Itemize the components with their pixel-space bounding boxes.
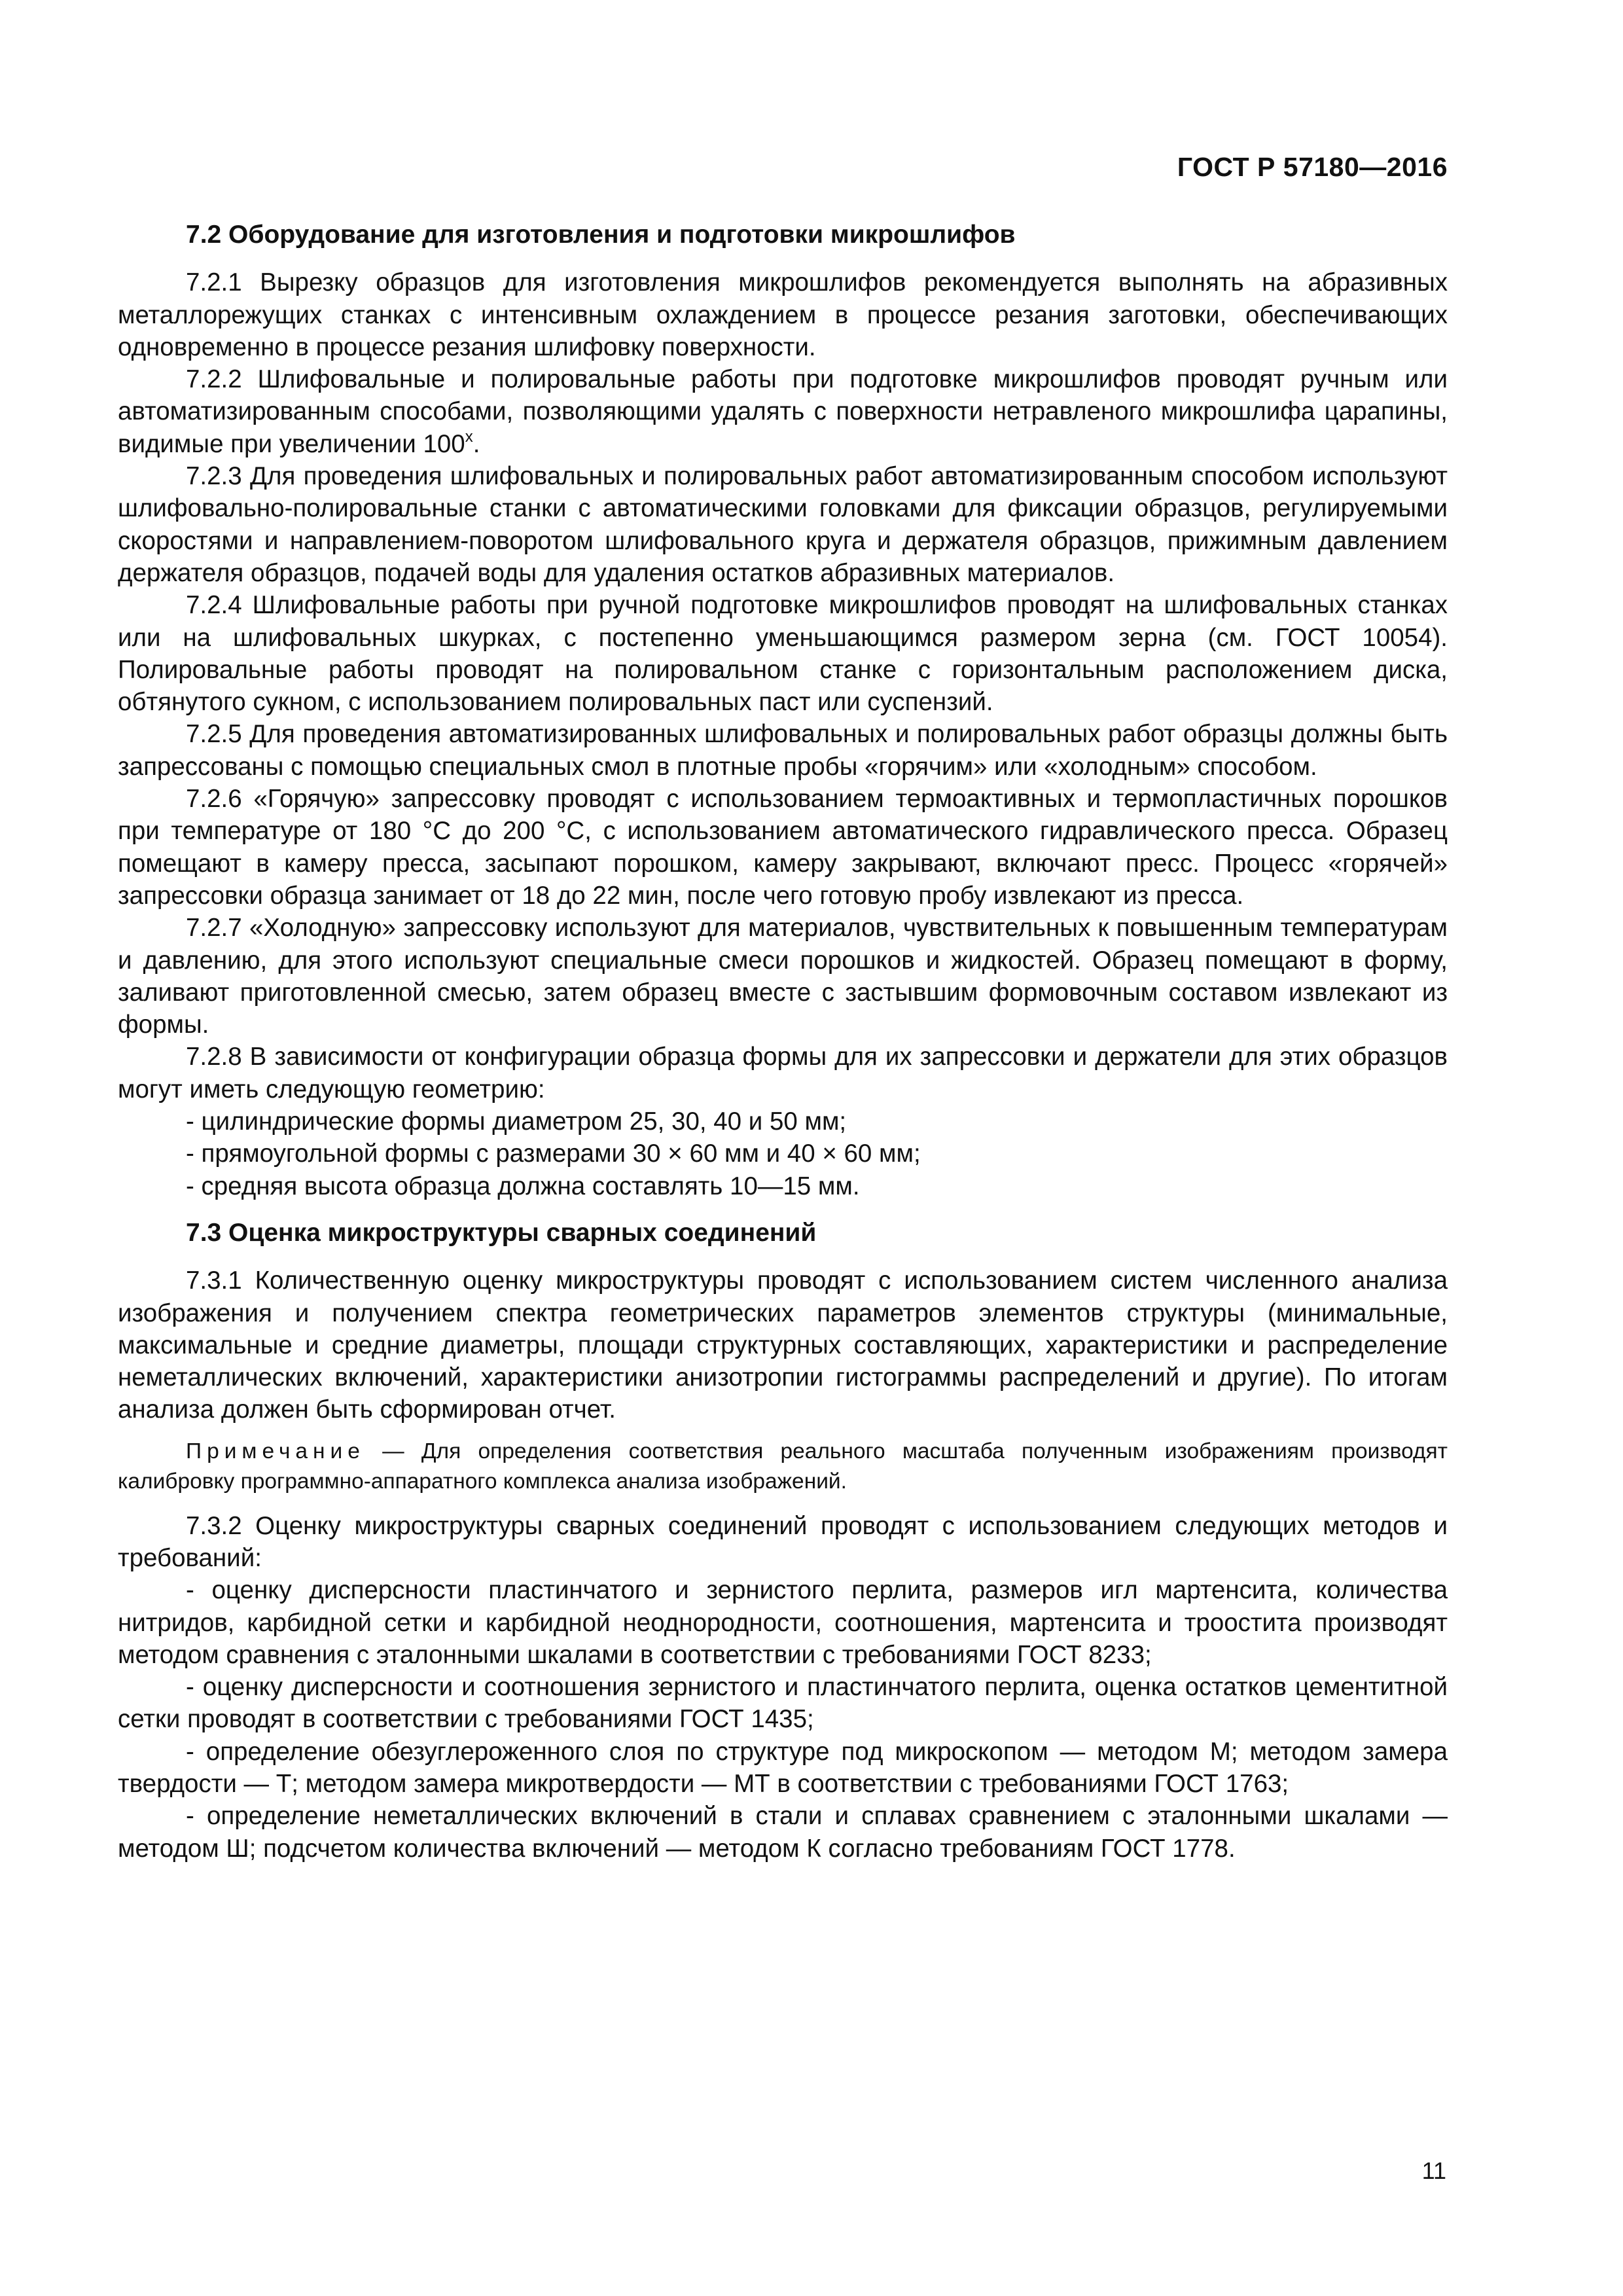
note: [118, 1437, 1448, 1497]
list-item: - средняя высота образца должна составлять 10—15 мм.: [186, 1172, 860, 1200]
paragraph-7-2-2: [118, 363, 1448, 460]
section-heading-7-2: 7.2 Оборудование для изготовления и подготовки микрошлифов: [186, 221, 1016, 249]
list-item: - определение обезуглероженного слоя по структуре под микроскопом — методом М; методом замера твердости — Т; методом замера микротвердости — МТ в соответствии с требованиями ГОСТ 1763;: [118, 1737, 1448, 1799]
list-item: - прямоугольной формы с размерами 30 × 60 мм и 40 × 60 мм;: [186, 1139, 921, 1168]
list-item: - определение неметаллических включений в стали и сплавах сравнением с эталонными шкалами — методом Ш; подсчетом количества включений — методом К согласно требованиям ГОСТ 1778.: [118, 1802, 1448, 1863]
paragraph-7-3-2: 7.3.2 Оценку микроструктуры сварных соединений проводят с использованием следующих методов и требований:: [118, 1511, 1448, 1572]
magnification-superscript: х: [465, 427, 473, 446]
paragraph-7-2-7: 7.2.7 «Холодную» запрессовку используют для материалов, чувствительных к повышенным температурам и давлению, для этого используют специальные смеси порошков и жидкостей. Образец помещают в форму, заливают приготовленной смесью, затем образец вместе с застывшим формовочным составом извлекают из формы.: [118, 914, 1448, 1039]
paragraph-7-2-2-end: .: [473, 429, 480, 458]
paragraph-7-3-1: 7.3.1 Количественную оценку микроструктуры проводят с использованием систем численного анализа изображения и получением спектра геометрических параметров элементов структуры (минимальные, максимальные и средние диаметры, площади структурных составляющих, характеристики и распределение неметаллических включений, характеристики анизотропии гистограммы распределений и другие). По итогам анализа должен быть сформирован отчет.: [118, 1266, 1448, 1424]
document-body: [118, 216, 1448, 1865]
note-label: Примечание: [186, 1439, 365, 1463]
paragraph-7-2-8: 7.2.8 В зависимости от конфигурации образца формы для их запрессовки и держатели для этих образцов могут иметь следующую геометрию:: [118, 1043, 1448, 1103]
section-heading-7-3: 7.3 Оценка микроструктуры сварных соединений: [186, 1218, 817, 1247]
page-number: 11: [1421, 2157, 1446, 2184]
paragraph-7-2-6: 7.2.6 «Горячую» запрессовку проводят с использованием термоактивных и термопластичных порошков при температуре от 180 °С до 200 °С, с использованием автоматического гидравлического пресса. Образец помещают в камеру пресса, засыпают порошком, камеру закрывают, включают пресс. Процесс «горячей» запрессовки образца занимает от 18 до 22 мин, после чего готовую пробу извлекают из пресса.: [118, 785, 1448, 910]
list-item: - оценку дисперсности и соотношения зернистого и пластинчатого перлита, оценка остатков цементитной сетки проводят в соответствии с требованиями ГОСТ 1435;: [118, 1673, 1448, 1734]
paragraph-7-2-3: 7.2.3 Для проведения шлифовальных и полировальных работ автоматизированным способом используют шлифовально-полировальные станки с автоматическими головками для фиксации образцов, регулируемыми скоростями и направлением-поворотом шлифовального круга и держателя образцов, прижимным давлением держателя образцов, подачей воды для удаления остатков абразивных материалов.: [118, 462, 1448, 587]
note-text: — Для определения соответствия реального масштаба полученным изображениям производят калибровку программно-аппаратного комплекса анализа изображений.: [118, 1439, 1448, 1494]
paragraph-7-2-4: 7.2.4 Шлифовальные работы при ручной подготовке микрошлифов проводят на шлифовальных станках или на шлифовальных шкурках, с постепенно уменьшающимся размером зерна (см. ГОСТ 10054). Полировальные работы проводят на полировальном станке с горизонтальным расположением диска, обтянутого сукном, с использованием полировальных паст или суспензий.: [118, 591, 1448, 717]
paragraph-7-2-5: 7.2.5 Для проведения автоматизированных шлифовальных и полировальных работ образцы должны быть запрессованы с помощью специальных смол в плотные пробы «горячим» или «холодным» способом.: [118, 720, 1448, 781]
paragraph-7-2-2-text: 7.2.2 Шлифовальные и полировальные работы при подготовке микрошлифов проводят ручным или автоматизированным способами, позволяющими удалять с поверхности нетравленого микрошлифа царапины, видимые при увеличении 100: [118, 365, 1448, 458]
paragraph-7-2-1: 7.2.1 Вырезку образцов для изготовления микрошлифов рекомендуется выполнять на абразивных металлорежущих станках с интенсивным охлаждением в процессе резания заготовки, обеспечивающих одновременно в процессе резания шлифовку поверхности.: [118, 268, 1448, 361]
list-item: - цилиндрические формы диаметром 25, 30, 40 и 50 мм;: [186, 1107, 847, 1136]
standard-code: ГОСТ Р 57180—2016: [1177, 152, 1448, 182]
list-item: - оценку дисперсности пластинчатого и зернистого перлита, размеров игл мартенсита, количества нитридов, карбидной сетки и карбидной неоднородности, соотношения, мартенсита и троостита производят методом сравнения с эталонными шкалами в соответствии с требованиями ГОСТ 8233;: [118, 1576, 1448, 1669]
